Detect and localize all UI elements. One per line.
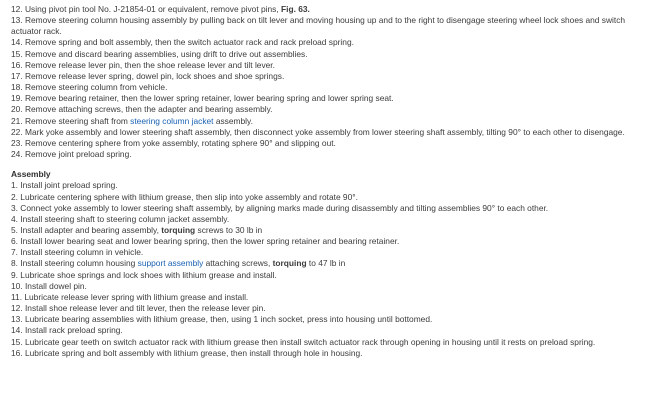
removal-step-20: 20. Remove attaching screws, then the adapter and bearing assembly.	[11, 104, 273, 115]
removal-step-17: 17. Remove release lever spring, dowel pin, lock shoes and shoe springs.	[11, 70, 285, 81]
assembly-step-9: 9. Lubricate shoe springs and lock shoes with lithium grease and install.	[11, 269, 277, 280]
support-assembly-link[interactable]: support assembly	[137, 258, 204, 269]
removal-step-19: 19. Remove bearing retainer, then the lower spring retainer, lower bearing spring and lower spring seat.	[11, 93, 394, 104]
assembly-step-14: 14. Install rack preload spring.	[11, 325, 123, 336]
assembly-steps-list	[11, 180, 650, 359]
assembly-heading: Assembly	[11, 169, 51, 180]
assembly-step-12: 12. Install shoe release lever and tilt lever, then the release lever pin.	[11, 303, 266, 314]
torquing-emphasis: torquing	[161, 224, 196, 235]
assembly-step-16: 16. Lubricate spring and bolt assembly with lithium grease, then install through hole in housing.	[11, 347, 363, 358]
assembly-step-3: 3. Connect yoke assembly to lower steering shaft assembly, by aligning marks made during disassembly and tilting assemblies 90° to each other.	[11, 202, 549, 213]
assembly-step-8: 8. Install steering column housing support assembly attaching screws, torquing to 47 lb in	[11, 258, 346, 269]
removal-step-15: 15. Remove and discard bearing assemblies, using drift to drive out assemblies.	[11, 48, 308, 59]
assembly-step-5: 5. Install adapter and bearing assembly, torquing screws to 30 lb in	[11, 224, 263, 235]
assembly-step-1: 1. Install joint preload spring.	[11, 180, 118, 191]
assembly-step-7: 7. Install steering column in vehicle.	[11, 247, 144, 258]
removal-step-14: 14. Remove spring and bolt assembly, then the switch actuator rack and rack preload spring.	[11, 37, 354, 48]
assembly-step-15: 15. Lubricate gear teeth on switch actuator rack with lithium grease then install switch actuator rack through opening in housing until it rests on preload spring.	[11, 336, 596, 347]
removal-step-13: 13. Remove steering column housing assembly by pulling back on tilt lever and moving housing up and to the right to disengage steering wheel lock shoes and switch actuator rack.	[11, 15, 626, 37]
assembly-step-10: 10. Install dowel pin.	[11, 280, 87, 291]
removal-step-22: 22. Mark yoke assembly and lower steering shaft assembly, then disconnect yoke assembly from lower steering shaft assembly, tilting 90° to each other to disengage.	[11, 126, 625, 137]
assembly-step-2: 2. Lubricate centering sphere with lithium grease, then slip into yoke assembly and rotate 90°.	[11, 191, 358, 202]
figure-reference[interactable]: Fig. 63.	[281, 4, 310, 14]
assembly-step-6: 6. Install lower bearing seat and lower bearing spring, then the lower spring retainer and bearing retainer.	[11, 236, 400, 247]
assembly-step-11: 11. Lubricate release lever spring with lithium grease and install.	[11, 291, 249, 302]
removal-step-24: 24. Remove joint preload spring.	[11, 149, 132, 160]
steering-column-jacket-link[interactable]: steering column jacket	[130, 115, 214, 126]
assembly-step-13: 13. Lubricate bearing assemblies with lithium grease, then, using 1 inch socket, press into housing until bottomed.	[11, 314, 433, 325]
section-spacer	[11, 160, 650, 169]
removal-steps-list	[11, 4, 650, 160]
removal-step-21: 21. Remove steering shaft from steering column jacket assembly.	[11, 115, 253, 126]
torquing-emphasis: torquing	[272, 258, 307, 269]
removal-step-23: 23. Remove centering sphere from yoke assembly, rotating sphere 90° and slipping out.	[11, 137, 336, 148]
removal-step-16: 16. Remove release lever pin, then the shoe release lever and tilt lever.	[11, 59, 275, 70]
removal-step-18: 18. Remove steering column from vehicle.	[11, 82, 168, 93]
assembly-step-4: 4. Install steering shaft to steering column jacket assembly.	[11, 213, 230, 224]
removal-step-12: 12. Using pivot pin tool No. J-21854-01 or equivalent, remove pivot pins, Fig. 63.	[11, 4, 310, 14]
